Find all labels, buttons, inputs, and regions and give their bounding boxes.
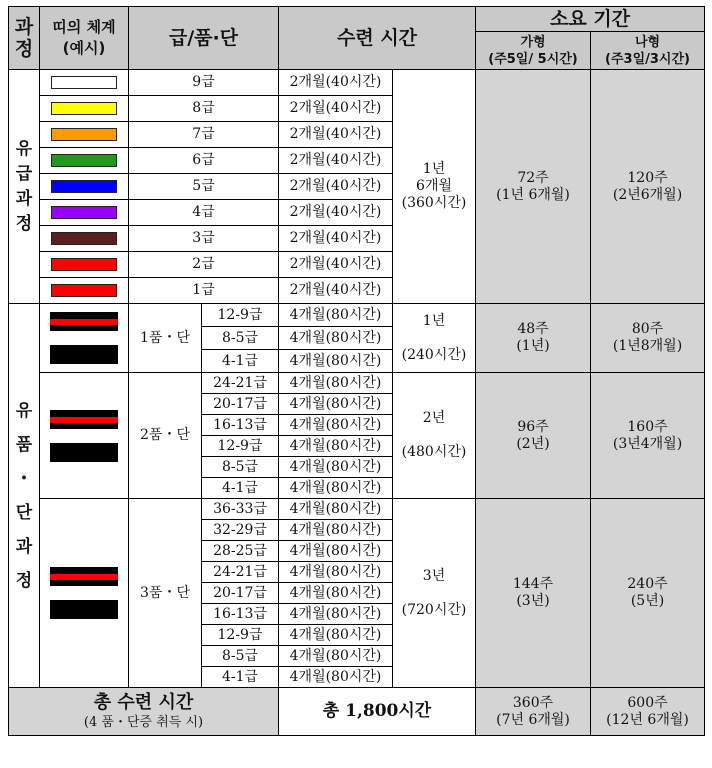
poom-1-type-a: 48주 (1년) bbox=[476, 304, 591, 373]
belt-white bbox=[40, 70, 129, 96]
belt-red bbox=[40, 252, 129, 278]
belt-poom-3 bbox=[40, 499, 129, 688]
grade-cell: 1급 bbox=[129, 278, 279, 304]
hours-cell: 2개월(40시간) bbox=[279, 96, 393, 122]
training-schedule-table bbox=[8, 6, 705, 736]
grade-cell: 9급 bbox=[129, 70, 279, 96]
belt-swatch bbox=[51, 128, 117, 141]
hours-cell: 4개월(80시간) bbox=[279, 499, 393, 520]
hours-cell: 4개월(80시간) bbox=[279, 304, 393, 327]
grade-cell: 12-9급 bbox=[202, 304, 279, 327]
belt-poom-2 bbox=[40, 373, 129, 499]
footer-total-hours: 총 1,800시간 bbox=[279, 688, 476, 736]
header-course: 과 정 bbox=[9, 7, 40, 70]
hours-cell: 2개월(40시간) bbox=[279, 278, 393, 304]
poom-belt-swatch bbox=[50, 567, 118, 586]
hours-cell: 4개월(80시간) bbox=[279, 415, 393, 436]
belt-swatch bbox=[51, 258, 117, 271]
grade-cell: 28-25급 bbox=[202, 541, 279, 562]
hours-cell: 2개월(40시간) bbox=[279, 200, 393, 226]
belt-poom-1 bbox=[40, 304, 129, 373]
hours-cell: 2개월(40시간) bbox=[279, 174, 393, 200]
grade-cell: 12-9급 bbox=[202, 436, 279, 457]
gup-total: 1년 6개월 (360시간) bbox=[393, 70, 476, 304]
hours-cell: 4개월(80시간) bbox=[279, 583, 393, 604]
belt-blue bbox=[40, 174, 129, 200]
hours-cell: 4개월(80시간) bbox=[279, 327, 393, 350]
belt-swatch bbox=[51, 102, 117, 115]
belt-swatch bbox=[51, 76, 117, 89]
footer-total-label: 총 수련 시간 (4 품・단증 취득 시) bbox=[9, 688, 279, 736]
hours-cell: 4개월(80시간) bbox=[279, 457, 393, 478]
grade-cell: 8급 bbox=[129, 96, 279, 122]
hours-cell: 4개월(80시간) bbox=[279, 604, 393, 625]
hours-cell: 2개월(40시간) bbox=[279, 70, 393, 96]
grade-cell: 4-1급 bbox=[202, 478, 279, 499]
grade-cell: 7급 bbox=[129, 122, 279, 148]
belt-swatch bbox=[51, 180, 117, 193]
hours-cell: 2개월(40시간) bbox=[279, 226, 393, 252]
belt-yellow bbox=[40, 96, 129, 122]
grade-cell: 8-5급 bbox=[202, 457, 279, 478]
hours-cell: 4개월(80시간) bbox=[279, 541, 393, 562]
poom-belt-swatch bbox=[50, 410, 118, 429]
grade-cell: 20-17급 bbox=[202, 394, 279, 415]
grade-cell: 4급 bbox=[129, 200, 279, 226]
grade-cell: 5급 bbox=[129, 174, 279, 200]
footer-type-a: 360주 (7년 6개월) bbox=[476, 688, 591, 736]
header-belt: 띠의 체계 (예시) bbox=[40, 7, 129, 70]
belt-swatch bbox=[51, 284, 117, 297]
hours-cell: 4개월(80시간) bbox=[279, 646, 393, 667]
hours-cell: 4개월(80시간) bbox=[279, 520, 393, 541]
hours-cell: 2개월(40시간) bbox=[279, 122, 393, 148]
header-training: 수련 시간 bbox=[279, 7, 476, 70]
grade-cell: 12-9급 bbox=[202, 625, 279, 646]
grade-cell: 8-5급 bbox=[202, 327, 279, 350]
grade-cell: 24-21급 bbox=[202, 373, 279, 394]
hours-cell: 4개월(80시간) bbox=[279, 350, 393, 373]
gup-type-b: 120주 (2년6개월) bbox=[591, 70, 705, 304]
belt-swatch bbox=[51, 232, 117, 245]
dan-belt-swatch bbox=[50, 443, 118, 462]
poom-2-type-a: 96주 (2년) bbox=[476, 373, 591, 499]
hours-cell: 2개월(40시간) bbox=[279, 252, 393, 278]
grade-cell: 4-1급 bbox=[202, 350, 279, 373]
grade-cell: 4-1급 bbox=[202, 667, 279, 688]
grade-cell: 8-5급 bbox=[202, 646, 279, 667]
grade-cell: 6급 bbox=[129, 148, 279, 174]
grade-cell: 20-17급 bbox=[202, 583, 279, 604]
header-type-b: 나형 (주3일/3시간) bbox=[591, 32, 705, 70]
belt-brown bbox=[40, 226, 129, 252]
grade-cell: 3급 bbox=[129, 226, 279, 252]
grade-cell: 36-33급 bbox=[202, 499, 279, 520]
belt-swatch bbox=[51, 206, 117, 219]
belt-swatch bbox=[51, 154, 117, 167]
grade-cell: 16-13급 bbox=[202, 604, 279, 625]
belt-purple bbox=[40, 200, 129, 226]
poom-3-type-a: 144주 (3년) bbox=[476, 499, 591, 688]
hours-cell: 4개월(80시간) bbox=[279, 625, 393, 646]
hours-cell: 2개월(40시간) bbox=[279, 148, 393, 174]
poom-2-type-b: 160주 (3년4개월) bbox=[591, 373, 705, 499]
dan-belt-swatch bbox=[50, 600, 118, 619]
header-grade: 급/품·단 bbox=[129, 7, 279, 70]
header-period: 소요 기간 bbox=[476, 7, 705, 32]
poom-group-label: 1품・단 bbox=[129, 304, 202, 373]
poom-3-total: 3년 (720시간) bbox=[393, 499, 476, 688]
header-type-a: 가형 (주5일/ 5시간) bbox=[476, 32, 591, 70]
poom-3-type-b: 240주 (5년) bbox=[591, 499, 705, 688]
grade-cell: 24-21급 bbox=[202, 562, 279, 583]
grade-cell: 32-29급 bbox=[202, 520, 279, 541]
hours-cell: 4개월(80시간) bbox=[279, 436, 393, 457]
poom-1-total: 1년 (240시간) bbox=[393, 304, 476, 373]
dan-belt-swatch bbox=[50, 345, 118, 364]
poom-group-label: 2품・단 bbox=[129, 373, 202, 499]
grade-cell: 2급 bbox=[129, 252, 279, 278]
hours-cell: 4개월(80시간) bbox=[279, 562, 393, 583]
footer-type-b: 600주 (12년 6개월) bbox=[591, 688, 705, 736]
poom-belt-swatch bbox=[50, 312, 118, 331]
gup-type-a: 72주 (1년 6개월) bbox=[476, 70, 591, 304]
belt-green bbox=[40, 148, 129, 174]
poom-group-label: 3품・단 bbox=[129, 499, 202, 688]
poom-course-label: 유 품 ・ 단 과 정 bbox=[9, 304, 40, 688]
belt-orange bbox=[40, 122, 129, 148]
gup-course-label: 유 급 과 정 bbox=[9, 70, 40, 304]
hours-cell: 4개월(80시간) bbox=[279, 667, 393, 688]
poom-2-total: 2년 (480시간) bbox=[393, 373, 476, 499]
grade-cell: 16-13급 bbox=[202, 415, 279, 436]
belt-red bbox=[40, 278, 129, 304]
hours-cell: 4개월(80시간) bbox=[279, 394, 393, 415]
hours-cell: 4개월(80시간) bbox=[279, 478, 393, 499]
hours-cell: 4개월(80시간) bbox=[279, 373, 393, 394]
poom-1-type-b: 80주 (1년8개월) bbox=[591, 304, 705, 373]
